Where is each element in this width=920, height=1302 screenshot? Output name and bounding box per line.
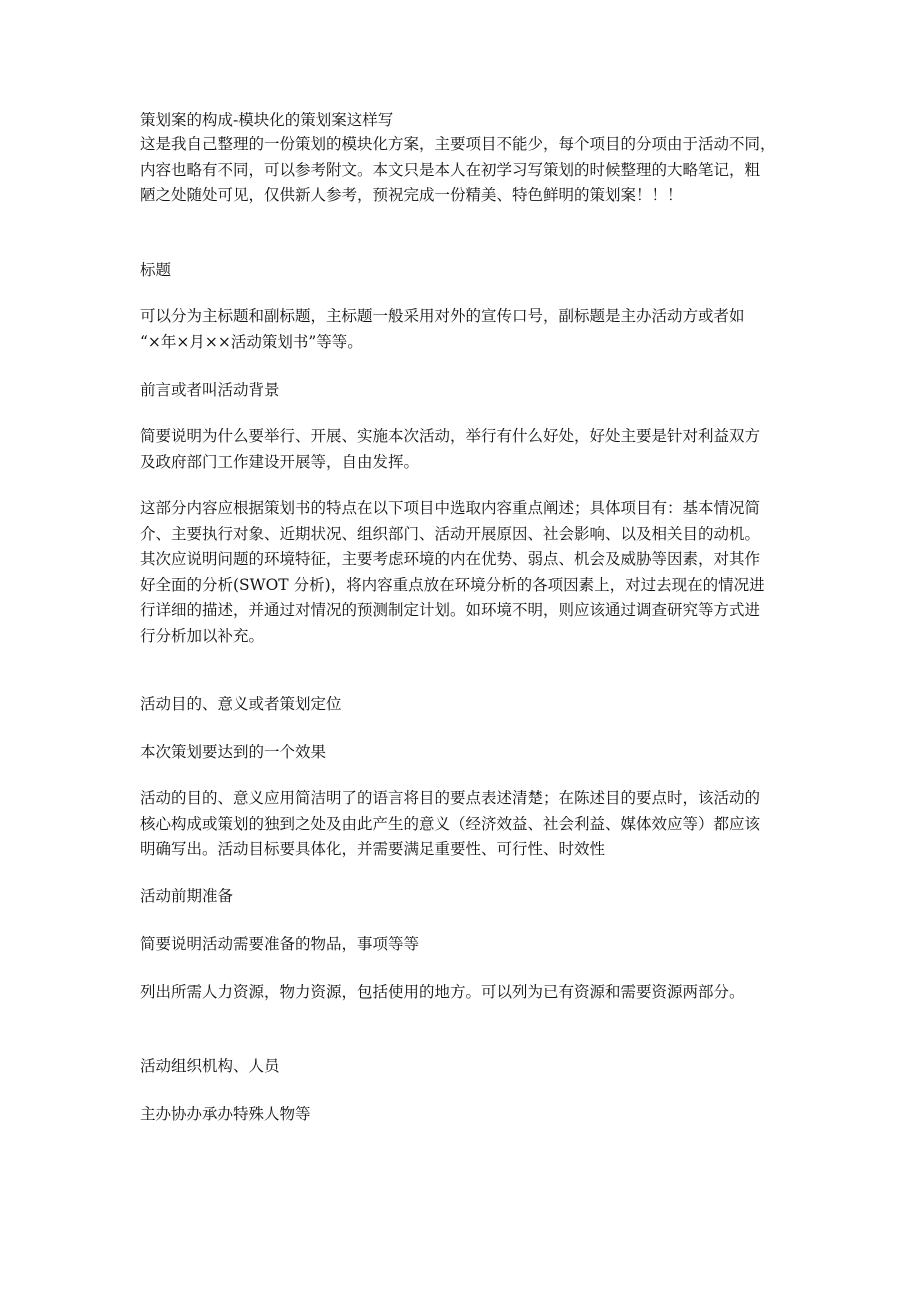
text-line: 核心构成或策划的独到之处及由此产生的意义（经济效益、社会利益、媒体效应等）都应该 bbox=[140, 814, 761, 833]
intro-paragraph bbox=[140, 132, 790, 209]
preparation-description: 简要说明活动需要准备的物品，事项等等 bbox=[140, 935, 420, 953]
section-heading-background: 前言或者叫活动背景 bbox=[140, 381, 280, 399]
text-line: 内容也略有不同，可以参考附文。本文只是本人在初学习写策划的时候整理的大略笔记，粗 bbox=[140, 160, 761, 179]
preparation-resources: 列出所需人力资源，物力资源，包括使用的地方。可以列为已有资源和需要资源两部分。 bbox=[140, 983, 745, 1001]
text-line: 简要说明为什么要举行、开展、实施本次活动，举行有什么好处，好处主要是针对利益双方 bbox=[140, 427, 761, 445]
section-heading-purpose: 活动目的、意义或者策划定位 bbox=[140, 695, 342, 713]
text-line: 活动的目的、意义应用简洁明了的语言将目的要点表述清楚；在陈述目的要点时，该活动的 bbox=[140, 789, 761, 807]
text-line: 这是我自己整理的一份策划的模块化方案，主要项目不能少，每个项目的分项由于活动不同， bbox=[140, 135, 776, 153]
text-line: 明确写出。活动目标要具体化，并需要满足重要性、可行性、时效性 bbox=[140, 840, 606, 858]
title-description bbox=[140, 304, 790, 355]
text-line: 这部分内容应根据策划书的特点在以下项目中选取内容重点阐述；具体项目有：基本情况简 bbox=[140, 499, 761, 517]
text-line: 及政府部门工作建设开展等，自由发挥。 bbox=[140, 452, 420, 471]
section-heading-title: 标题 bbox=[140, 261, 172, 279]
purpose-description bbox=[140, 786, 790, 863]
document-title: 策划案的构成-模块化的策划案这样写 bbox=[140, 111, 394, 129]
background-detail bbox=[140, 496, 790, 649]
section-heading-organization: 活动组织机构、人员 bbox=[140, 1057, 280, 1075]
text-line: 行分析加以补充。 bbox=[140, 626, 265, 645]
section-heading-preparation: 活动前期准备 bbox=[140, 887, 234, 905]
text-line: 其次应说明问题的环境特征，主要考虑环境的内在优势、弱点、机会及威胁等因素，对其作 bbox=[140, 550, 761, 568]
text-line: 好全面的分析(SWOT 分析)，将内容重点放在环境分析的各项因素上，对过去现在的情况进 bbox=[140, 575, 765, 594]
background-description bbox=[140, 424, 790, 475]
text-line: 介、主要执行对象、近期状况、组织部门、活动开展原因、社会影响、以及相关目的动机。 bbox=[140, 524, 761, 543]
text-line: 陋之处随处可见，仅供新人参考，预祝完成一份精美、特色鲜明的策划案！！！ bbox=[140, 186, 683, 204]
text-line: “×年×月××活动策划书”等等。 bbox=[140, 332, 363, 351]
purpose-subheading: 本次策划要达到的一个效果 bbox=[140, 743, 327, 761]
text-line: 可以分为主标题和副标题，主标题一般采用对外的宣传口号，副标题是主办活动方或者如 bbox=[140, 307, 745, 325]
organization-description: 主办协办承办特殊人物等 bbox=[140, 1105, 311, 1123]
text-line: 行详细的描述，并通过对情况的预测制定计划。如环境不明，则应该通过调查研究等方式进 bbox=[140, 601, 761, 619]
